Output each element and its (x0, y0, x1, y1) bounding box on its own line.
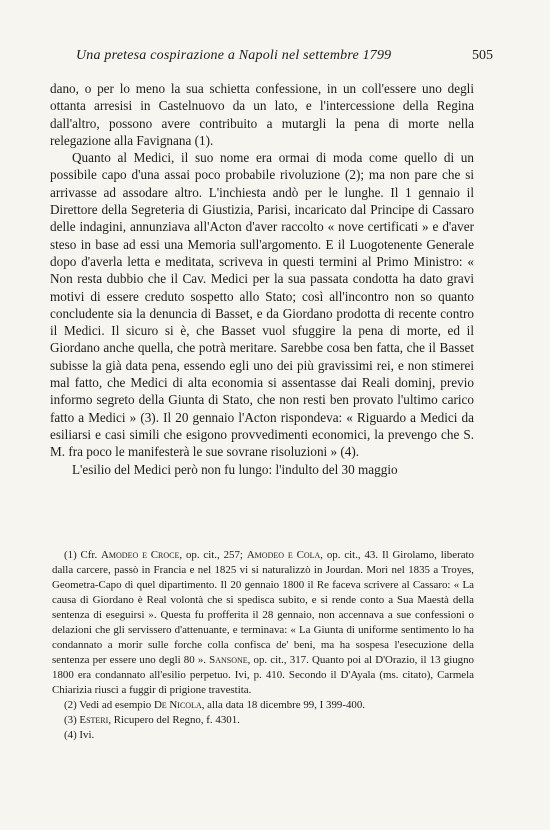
running-head: Una pretesa cospirazione a Napoli nel settembre 1799 (76, 48, 392, 63)
footnote-1: (1) Cfr. Amodeo e Croce, op. cit., 257; Amodeo e Cola, op. cit., 43. Il Girolamo, liberato dalla carcere, passò in Francia e nel 1825 vi si naturalizzò in Jourdan. Morì nel 1835 a Troyes, Geometra-Capo di quel dipartimento. Il 20 gennaio 1800 il Re faceva scrivere al Cassaro: « La causa di Giordano è Real volontà che si spedisca subito, e si rende conto a Sua Maestà della sentenza di eseguirsi ». Questa fu profferita il 28 gennaio, non accennava a sue confessioni o delazioni che gli servissero d'attenuante, e terminava: « La Giunta di uniforme sentimento lo ha condannato a morir sulle forche colla confisca de' beni, ma ha sospesa l'esecuzione della sentenza per essere uno degli 80 ». Sansone, op. cit., 317. Quanto poi al D'Orazio, il 13 giugno 1800 era condannato all'esilio perpetuo. Ivi, p. 410. Secondo il D'Ayala (ms. citato), Carmela Chiarizia riuscì a fuggir di prigione travestita. (52, 549, 475, 696)
footnote-4: (4) Ivi. (64, 729, 95, 741)
footnote-3: (3) Esteri, Ricupero del Regno, f. 4301. (64, 714, 240, 726)
paragraph-3: L'esilio del Medici però non fu lungo: l'indulto del 30 maggio (72, 461, 398, 477)
paragraph-2: Quanto al Medici, il suo nome era ormai di moda come quello di un possibile capo d'una assai poco probabile rivoluzione (2); ma non pare che si arrivasse ad assodare altro. L'inchiesta andò per le lunghe. Il 1 gennaio il Direttore della Segreteria di Giustizia, Parisi, incaricato dal Principe di Cassaro delle indagini, annunziava all'Acton d'aver raccolto « nove certificati » e d'aver steso in base ad essi una Memoria sull'argomento. E il Luogotenente Generale dopo d'averla letta e meditata, scriveva in questi termini al Primo Ministro: « Non resta dubbio che il Cav. Medici per la sua passata condotta ha dato gravi motivi di essere creduto sospetto allo Stato; così all'incontro non so quanto concludente sia la denuncia di Basset, e da Giordano prodotta di recente contro il Medici. Il sicuro si è, che Basset vuol sfuggire la pena di morte, ed il Giordano anche quella, che potrà meritare. Sarebbe cosa ben fatta, che il Basset subisse la già data pena, essendo egli uno dei più gravissimi rei, e non stimerei mal fatto, che Medici di alta economia si assentasse dai Reali dominj, previo informo segreto della Giunta di Stato, che non resti ben provato l'ultimo carico fatto a Medici » (3). Il 20 gennaio l'Acton rispondeva: « Riguardo a Medici da esiliarsi e casi simili che esigono provvedimenti economici, la prevengo che S. M. fra poco le manifesterà le sue sovrane risoluzioni » (4). (50, 150, 474, 460)
footnotes (52, 548, 474, 743)
footnote-2: (2) Vedi ad esempio De Nicola, alla data 18 dicembre 99, I 399-400. (64, 699, 366, 711)
body-text (50, 80, 474, 478)
paragraph-1: dano, o per lo meno la sua schietta confessione, in un coll'essere uno degli ottanta arresisi in Castelnuovo da un lato, e l'intercessione della Regina dall'altro, possono avere contribuito a mutargli la pena di morte nella relegazione alla Favignana (1). (50, 81, 474, 148)
page-number: 505 (472, 48, 493, 63)
